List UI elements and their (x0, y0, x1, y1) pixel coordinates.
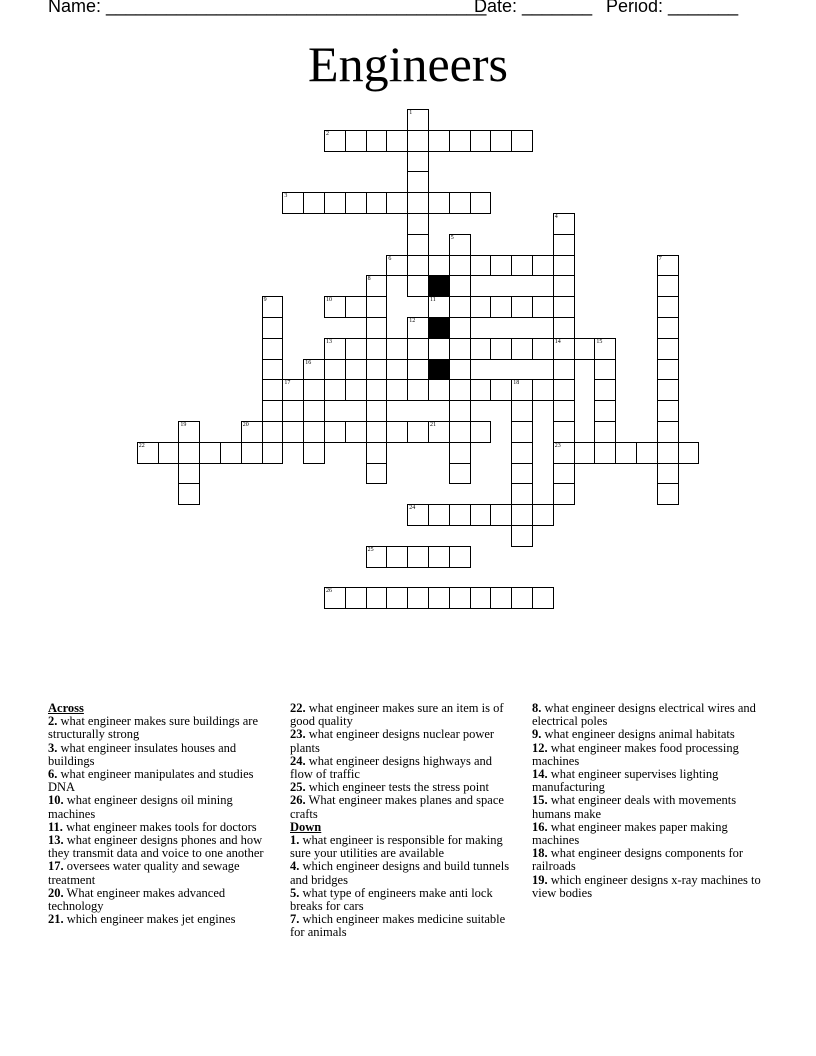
clue-number: 25 (367, 546, 374, 553)
clue-number: 14 (554, 338, 561, 345)
clue-number: 13 (326, 338, 332, 345)
crossword-cell[interactable] (657, 379, 679, 401)
crossword-cell[interactable] (511, 442, 533, 464)
clue-number: 21 (430, 422, 436, 428)
clue-item: 24. what engineer designs highways and flow of traffic (290, 753, 493, 782)
crossword-cell[interactable] (220, 442, 242, 464)
crossword-cell[interactable] (324, 359, 346, 381)
crossword-cell[interactable] (553, 275, 575, 297)
clue-number: 4 (554, 214, 558, 220)
crossword-cell[interactable] (511, 421, 533, 443)
crossword-cell[interactable] (657, 359, 679, 381)
clue-item: 23. what engineer designs nuclear power plants (290, 727, 495, 755)
crossword-cell[interactable] (532, 338, 554, 360)
crossword-cell[interactable] (470, 338, 492, 360)
crossword-cell[interactable] (407, 213, 429, 235)
crossword-cell[interactable] (428, 192, 450, 214)
crossword-cell[interactable] (407, 504, 429, 526)
crossword-cell[interactable] (594, 421, 616, 443)
crossword-cell[interactable] (490, 130, 512, 152)
crossword-cell[interactable] (657, 255, 679, 277)
crossword-cell[interactable] (178, 483, 200, 505)
crossword-cell[interactable] (511, 338, 533, 360)
crossword-cell[interactable] (449, 275, 471, 297)
clue-number: 23 (554, 442, 561, 449)
crossword-cell[interactable] (511, 400, 533, 422)
crossword-cell[interactable] (553, 255, 575, 277)
crossword-cell[interactable] (407, 275, 429, 297)
crossword-cell[interactable] (574, 338, 596, 360)
crossword-cell[interactable] (532, 587, 554, 609)
crossword-cell[interactable] (657, 400, 679, 422)
clue-number: 11 (430, 297, 436, 304)
crossword-cell[interactable] (407, 234, 429, 256)
clues-column-2 (290, 702, 515, 940)
period-field[interactable]: Period: _______ (606, 0, 739, 16)
crossword-cell[interactable] (345, 359, 367, 381)
crossword-cell[interactable] (303, 359, 325, 381)
crossword-cell[interactable] (657, 421, 679, 443)
crossword-cell[interactable] (366, 317, 388, 339)
crossword-cell[interactable] (178, 421, 200, 443)
crossword-cell[interactable] (407, 192, 429, 214)
crossword-cell[interactable] (490, 296, 512, 318)
crossword-cell[interactable] (470, 504, 492, 526)
black-cell (428, 359, 450, 381)
crossword-cell[interactable] (449, 130, 471, 152)
crossword-cell[interactable] (490, 338, 512, 360)
clue-number: 2 (326, 130, 329, 137)
clue-number: 3 (284, 193, 288, 200)
crossword-cell[interactable] (657, 463, 679, 485)
crossword-cell[interactable] (407, 151, 429, 173)
clue-item: 12. what engineer makes food processing machines (532, 740, 739, 768)
crossword-cell[interactable] (407, 587, 429, 609)
crossword-cell[interactable] (262, 379, 284, 401)
crossword-cell[interactable] (345, 130, 367, 152)
crossword-cell[interactable] (657, 442, 679, 464)
crossword-cell[interactable] (470, 130, 492, 152)
crossword-cell[interactable] (345, 421, 367, 443)
clue-item: 25. which engineer tests the stress point (290, 780, 489, 795)
crossword-cell[interactable] (657, 483, 679, 505)
black-cell (428, 275, 450, 297)
crossword-cell[interactable] (594, 379, 616, 401)
crossword-cell[interactable] (470, 296, 492, 318)
crossword-cell[interactable] (636, 442, 658, 464)
crossword-cell[interactable] (386, 338, 408, 360)
clue-number: 26 (326, 588, 332, 595)
crossword-cell[interactable] (407, 317, 429, 339)
crossword-cell[interactable] (407, 359, 429, 381)
clue-item: 16. what engineer makes paper making machines (532, 819, 728, 848)
clue-number: 15 (596, 338, 603, 345)
crossword-cell[interactable] (303, 379, 325, 401)
clue-number: 22 (138, 442, 145, 449)
clue-item: 15. what engineer deals with movements humans make (532, 793, 737, 821)
crossword-cell[interactable] (553, 213, 575, 235)
clue-item: 21. which engineer makes jet engines (48, 912, 236, 927)
crossword-cell[interactable] (262, 400, 284, 422)
crossword-cell[interactable] (407, 109, 429, 131)
clue-number: 6 (388, 255, 392, 262)
clues-column-3 (532, 702, 764, 900)
crossword-cell[interactable] (511, 379, 533, 401)
crossword-cell[interactable] (511, 525, 533, 547)
crossword-cell[interactable] (490, 379, 512, 401)
crossword-cell[interactable] (553, 296, 575, 318)
clue-item: 8. what engineer designs electrical wires and electrical poles (532, 701, 756, 729)
crossword-cell[interactable] (553, 463, 575, 485)
crossword-cell[interactable] (553, 317, 575, 339)
crossword-cell[interactable] (511, 504, 533, 526)
crossword-cell[interactable] (407, 546, 429, 568)
crossword-cell[interactable] (428, 504, 450, 526)
crossword-cell[interactable] (303, 192, 325, 214)
crossword-cell[interactable] (262, 359, 284, 381)
crossword-cell[interactable] (657, 296, 679, 318)
crossword-cell[interactable] (553, 442, 575, 464)
crossword-cell[interactable] (470, 587, 492, 609)
crossword-cell[interactable] (449, 255, 471, 277)
clue-item: 11. what engineer makes tools for doctors (48, 819, 257, 834)
clue-item: 18. what engineer designs components for railroads (532, 846, 744, 874)
crossword-cell[interactable] (490, 255, 512, 277)
crossword-cell[interactable] (511, 587, 533, 609)
crossword-cell[interactable] (324, 130, 346, 152)
crossword-cell[interactable] (532, 255, 554, 277)
crossword-cell[interactable] (345, 587, 367, 609)
crossword-cell[interactable] (366, 130, 388, 152)
crossword-cell[interactable] (366, 338, 388, 360)
crossword-cell[interactable] (594, 442, 616, 464)
crossword-cell[interactable] (553, 234, 575, 256)
crossword-cell[interactable] (282, 379, 304, 401)
crossword-cell[interactable] (470, 379, 492, 401)
crossword-cell[interactable] (366, 359, 388, 381)
crossword-cell[interactable] (345, 192, 367, 214)
crossword-cell[interactable] (324, 338, 346, 360)
crossword-cell[interactable] (178, 463, 200, 485)
crossword-cell[interactable] (366, 192, 388, 214)
crossword-cell[interactable] (428, 587, 450, 609)
crossword-cell[interactable] (366, 587, 388, 609)
crossword-cell[interactable] (303, 442, 325, 464)
clue-item: 7. which engineer makes medicine suitable for animals (290, 912, 506, 940)
crossword-cell[interactable] (449, 442, 471, 464)
crossword-cell[interactable] (366, 275, 388, 297)
crossword-cell[interactable] (511, 255, 533, 277)
clue-item: 26. What engineer makes planes and space crafts (290, 793, 504, 821)
crossword-cell[interactable] (532, 296, 554, 318)
crossword-cell[interactable] (407, 338, 429, 360)
crossword-cell[interactable] (553, 400, 575, 422)
clue-number: 17 (284, 380, 291, 387)
crossword-cell[interactable] (386, 379, 408, 401)
crossword-cell[interactable] (282, 192, 304, 214)
crossword-cell[interactable] (428, 421, 450, 443)
clue-number: 12 (409, 318, 416, 324)
clue-number: 20 (242, 422, 249, 428)
clue-item: 9. what engineer designs animal habitats (532, 727, 735, 742)
crossword-cell[interactable] (303, 400, 325, 422)
crossword-cell[interactable] (428, 338, 450, 360)
crossword-cell[interactable] (490, 587, 512, 609)
crossword-cell[interactable] (470, 255, 492, 277)
crossword-cell[interactable] (262, 338, 284, 360)
crossword-cell[interactable] (594, 400, 616, 422)
crossword-cell[interactable] (303, 421, 325, 443)
crossword-cell[interactable] (428, 255, 450, 277)
crossword-cell[interactable] (449, 400, 471, 422)
crossword-cell[interactable] (324, 192, 346, 214)
clue-item: 14. what engineer supervises lighting manufacturing (532, 767, 719, 795)
crossword-cell[interactable] (386, 255, 408, 277)
crossword-cell[interactable] (386, 546, 408, 568)
clue-number: 5 (450, 234, 454, 241)
crossword-cell[interactable] (511, 463, 533, 485)
clue-item: 17. oversees water quality and sewage treatment (48, 859, 240, 887)
crossword-cell[interactable] (366, 463, 388, 485)
crossword-cell[interactable] (386, 130, 408, 152)
clue-item: 19. which engineer designs x-ray machines to view bodies (532, 872, 761, 900)
crossword-cell[interactable] (366, 296, 388, 318)
crossword-cell[interactable] (532, 504, 554, 526)
crossword-cell[interactable] (345, 338, 367, 360)
crossword-cell[interactable] (553, 359, 575, 381)
crossword-cell[interactable] (366, 442, 388, 464)
clue-item: 20. What engineer makes advanced technology (48, 885, 226, 914)
clue-item: 2. what engineer makes sure buildings are structurally strong (48, 714, 259, 742)
crossword-cell[interactable] (490, 504, 512, 526)
crossword-cell[interactable] (407, 171, 429, 193)
crossword-cell[interactable] (428, 546, 450, 568)
crossword-cell[interactable] (449, 587, 471, 609)
page-title: Engineers (308, 36, 508, 92)
crossword-cell[interactable] (553, 421, 575, 443)
crossword-cell[interactable] (324, 421, 346, 443)
crossword-cell[interactable] (199, 442, 221, 464)
crossword-cell[interactable] (449, 338, 471, 360)
crossword-cell[interactable] (407, 130, 429, 152)
crossword-cell[interactable] (241, 442, 263, 464)
crossword-cell[interactable] (262, 296, 284, 318)
clue-item: 22. what engineer makes sure an item is of good quality (290, 701, 504, 729)
crossword-cell[interactable] (324, 379, 346, 401)
crossword-cell[interactable] (324, 587, 346, 609)
crossword-cell[interactable] (532, 379, 554, 401)
crossword-cell[interactable] (241, 421, 263, 443)
crossword-cell[interactable] (449, 379, 471, 401)
clue-item: 1. what engineer is responsible for making sure your utilities are available (290, 833, 503, 861)
clue-item: 10. what engineer designs oil mining machines (48, 793, 233, 821)
clue-item: 4. which engineer designs and build tunnels and bridges (290, 859, 510, 887)
crossword-cell[interactable] (158, 442, 180, 464)
crossword-cell[interactable] (553, 483, 575, 505)
clue-item: 3. what engineer insulates houses and buildings (48, 740, 237, 768)
clue-number: 1 (409, 110, 413, 116)
crossword-cell[interactable] (386, 587, 408, 609)
clue-item: 13. what engineer designs phones and how they transmit data and voice to one another (48, 833, 264, 861)
crossword-cell[interactable] (449, 234, 471, 256)
crossword-cell[interactable] (594, 338, 616, 360)
clue-number: 16 (305, 359, 312, 366)
across-heading: Across (48, 701, 84, 715)
name-field[interactable]: Name: ______________________________________ (48, 0, 487, 16)
crossword-cell[interactable] (511, 483, 533, 505)
crossword-cell[interactable] (449, 504, 471, 526)
crossword-cell[interactable] (262, 317, 284, 339)
crossword-cell[interactable] (470, 421, 492, 443)
crossword-cell[interactable] (345, 296, 367, 318)
crossword-cell[interactable] (615, 442, 637, 464)
clue-number: 7 (658, 255, 662, 262)
crossword-cell[interactable] (428, 296, 450, 318)
crossword-cell[interactable] (366, 379, 388, 401)
crossword-cell[interactable] (366, 546, 388, 568)
crossword-cell[interactable] (345, 379, 367, 401)
crossword-cell[interactable] (574, 442, 596, 464)
crossword-cell[interactable] (449, 546, 471, 568)
clue-number: 19 (180, 422, 187, 428)
crossword-cell[interactable] (594, 359, 616, 381)
clues-column-1 (48, 702, 270, 926)
crossword-cell[interactable] (386, 192, 408, 214)
crossword-cell[interactable] (428, 130, 450, 152)
crossword-cell[interactable] (678, 442, 700, 464)
crossword-cell[interactable] (366, 400, 388, 422)
crossword-cell[interactable] (428, 379, 450, 401)
clue-number: 9 (263, 297, 267, 304)
crossword-cell[interactable] (366, 421, 388, 443)
crossword-cell[interactable] (137, 442, 159, 464)
crossword-cell[interactable] (282, 421, 304, 443)
crossword-cell[interactable] (657, 317, 679, 339)
crossword-cell[interactable] (449, 359, 471, 381)
crossword-cell[interactable] (553, 338, 575, 360)
crossword-cell[interactable] (511, 296, 533, 318)
crossword-cell[interactable] (657, 275, 679, 297)
crossword-cell[interactable] (407, 255, 429, 277)
crossword-cell[interactable] (449, 463, 471, 485)
crossword-cell[interactable] (511, 130, 533, 152)
crossword-cell[interactable] (553, 379, 575, 401)
clue-number: 10 (326, 297, 332, 304)
crossword-cell[interactable] (386, 421, 408, 443)
clue-item: 6. what engineer manipulates and studies DNA (48, 767, 254, 795)
clue-number: 18 (513, 380, 520, 387)
crossword-cell[interactable] (407, 421, 429, 443)
crossword-cell[interactable] (178, 442, 200, 464)
crossword-cell[interactable] (262, 421, 284, 443)
clue-number: 24 (409, 505, 416, 512)
crossword-cell[interactable] (407, 379, 429, 401)
crossword-cell[interactable] (386, 359, 408, 381)
clue-item: 5. what type of engineers make anti lock breaks for cars (290, 885, 493, 914)
black-cell (428, 317, 450, 339)
crossword-cell[interactable] (449, 192, 471, 214)
crossword-cell[interactable] (449, 421, 471, 443)
crossword-cell[interactable] (657, 338, 679, 360)
down-heading: Down (290, 819, 322, 834)
clue-number: 8 (367, 276, 371, 283)
crossword-cell[interactable] (449, 317, 471, 339)
crossword-cell[interactable] (262, 442, 284, 464)
crossword-cell[interactable] (470, 192, 492, 214)
crossword-cell[interactable] (449, 296, 471, 318)
date-field[interactable]: Date: _______ (474, 0, 593, 16)
crossword-cell[interactable] (324, 296, 346, 318)
